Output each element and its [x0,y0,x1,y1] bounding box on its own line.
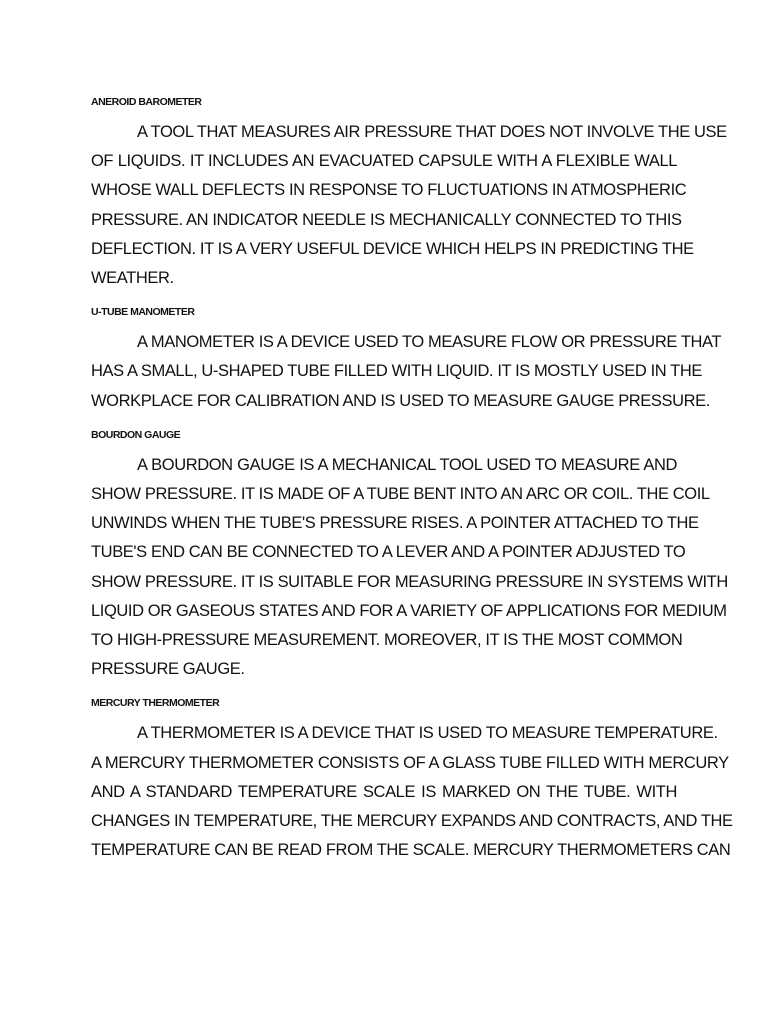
section-heading: ANEROID BAROMETER [91,96,202,108]
paragraph-line: A MERCURY THERMOMETER CONSISTS OF A GLASS TUBE FILLED WITH MERCURY [91,753,729,772]
paragraph-line: PRESSURE. AN INDICATOR NEEDLE IS MECHANICALLY CONNECTED TO THIS [91,210,682,229]
paragraph-line: WHOSE WALL DEFLECTS IN RESPONSE TO FLUCTUATIONS IN ATMOSPHERIC [91,181,687,200]
paragraph-line: A MANOMETER IS A DEVICE USED TO MEASURE FLOW OR PRESSURE THAT [137,333,722,352]
section-paragraph [91,118,727,293]
section-paragraph [91,451,728,685]
section-u-tube-manometer [91,304,722,416]
paragraph-line: WORKPLACE FOR CALIBRATION AND IS USED TO MEASURE GAUGE PRESSURE. [91,391,710,410]
paragraph-line: SHOW PRESSURE. IT IS SUITABLE FOR MEASURING PRESSURE IN SYSTEMS WITH [91,572,728,591]
paragraph-line: CHANGES IN TEMPERATURE, THE MERCURY EXPANDS AND CONTRACTS, AND THE [91,812,733,831]
section-heading: BOURDON GAUGE [91,428,181,441]
document-page [91,94,733,876]
section-aneroid-barometer [91,94,727,293]
paragraph-line: OF LIQUIDS. IT INCLUDES AN EVACUATED CAPSULE WITH A FLEXIBLE WALL [91,152,677,171]
paragraph-line: WEATHER. [91,269,174,288]
paragraph-line: LIQUID OR GASEOUS STATES AND FOR A VARIETY OF APPLICATIONS FOR MEDIUM [91,601,727,620]
paragraph-line: HAS A SMALL, U-SHAPED TUBE FILLED WITH LIQUID. IT IS MOSTLY USED IN THE [91,362,702,381]
paragraph-line: A THERMOMETER IS A DEVICE THAT IS USED TO MEASURE TEMPERATURE. [137,724,718,743]
section-bourdon-gauge [91,427,728,685]
paragraph-line: TO HIGH-PRESSURE MEASUREMENT. MOREOVER, IT IS THE MOST COMMON [91,631,683,650]
paragraph-line: AND A STANDARD TEMPERATURE SCALE IS MARKED ON THE TUBE. WITH [91,782,677,801]
paragraph-line: DEFLECTION. IT IS A VERY USEFUL DEVICE WHICH HELPS IN PREDICTING THE [91,239,694,258]
section-mercury-thermometer [91,695,733,865]
paragraph-line: SHOW PRESSURE. IT IS MADE OF A TUBE BENT INTO AN ARC OR COIL. THE COIL [91,485,710,504]
paragraph-line: A TOOL THAT MEASURES AIR PRESSURE THAT DOES NOT INVOLVE THE USE [137,123,727,141]
paragraph-line: UNWINDS WHEN THE TUBE'S PRESSURE RISES. A POINTER ATTACHED TO THE [91,514,699,533]
paragraph-line: PRESSURE GAUGE. [91,660,245,679]
section-paragraph [91,719,733,865]
section-heading: MERCURY THERMOMETER [91,697,220,710]
paragraph-line: TUBE'S END CAN BE CONNECTED TO A LEVER AND A POINTER ADJUSTED TO [91,543,686,562]
section-heading: U-TUBE MANOMETER [91,306,195,319]
paragraph-line: A BOURDON GAUGE IS A MECHANICAL TOOL USED TO MEASURE AND [137,455,677,474]
section-paragraph [91,328,722,416]
paragraph-line: TEMPERATURE CAN BE READ FROM THE SCALE. MERCURY THERMOMETERS CAN [91,841,731,860]
